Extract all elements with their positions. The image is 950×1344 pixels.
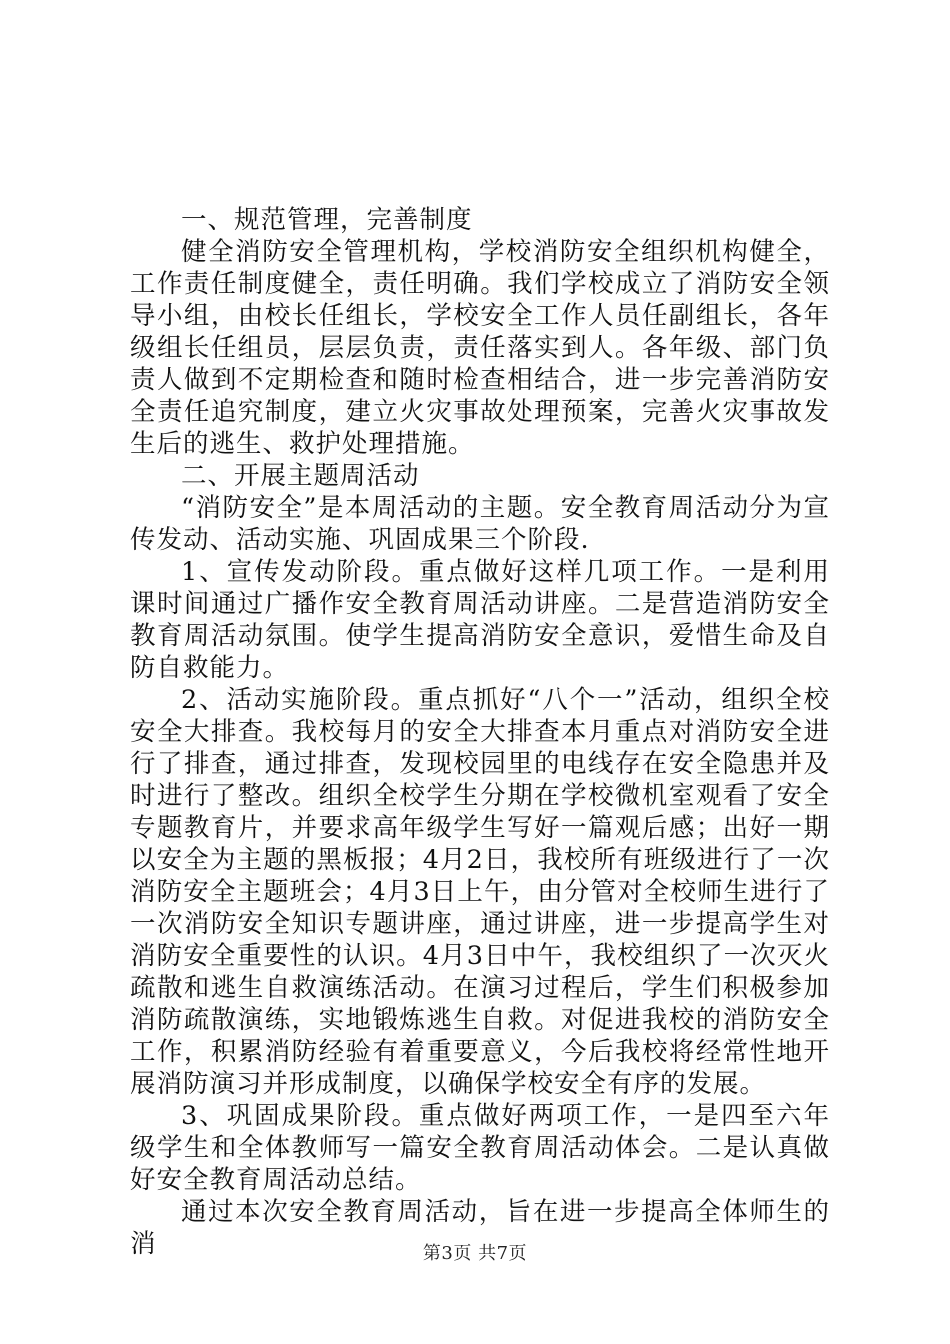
paragraph-3: 1、宣传发动阶段。重点做好这样几项工作。一是利用课时间通过广播作安全教育周活动讲座。二是营造消防安全教育周活动氛围。使学生提高消防安全意识，爱惜生命及自防自救能力。	[130, 557, 830, 683]
document-body	[130, 204, 830, 1260]
paragraph-4: 2、活动实施阶段。重点抓好“八个一”活动，组织全校安全大排查。我校每月的安全大排查本月重点对消防安全进行了排查，通过排查，发现校园里的电线存在安全隐患并及时进行了整改。组织全校学生分期在学校微机室观看了安全专题教育片，并要求高年级学生写好一篇观后感；出好一期以安全为主题的黑板报；4月2日，我校所有班级进行了一次消防安全主题班会；4月3日上午，由分管对全校师生进行了一次消防安全知识专题讲座，通过讲座，进一步提高学生对消防安全重要性的认识。4月3日中午，我校组织了一次灭火疏散和逃生自救演练活动。在演习过程后，学生们积极参加消防疏散演练，实地锻炼逃生自救。对促进我校的消防安全工作，积累消防经验有着重要意义，今后我校将经常性地开展消防演习并形成制度，以确保学校安全有序的发展。	[130, 685, 830, 1099]
paragraph-6: 通过本次安全教育周活动，旨在进一步提高全体师生的消	[130, 1197, 830, 1259]
paragraph-2: “消防安全”是本周活动的主题。安全教育周活动分为宣传发动、活动实施、巩固成果三个阶段.	[130, 493, 830, 555]
page-number-footer: 第3页 共7页	[422, 1243, 528, 1264]
section-heading-2: 二、开展主题周活动	[181, 461, 420, 491]
paragraph-5: 3、巩固成果阶段。重点做好两项工作，一是四至六年级学生和全体教师写一篇安全教育周活动体会。二是认真做好安全教育周活动总结。	[130, 1101, 830, 1195]
paragraph-1: 健全消防安全管理机构，学校消防安全组织机构健全，工作责任制度健全，责任明确。我们学校成立了消防安全领导小组，由校长任组长，学校安全工作人员任副组长，各年级组长任组员，层层负责，责任落实到人。各年级、部门负责人做到不定期检查和随时检查相结合，进一步完善消防安全责任追究制度，建立火灾事故处理预案，完善火灾事故发生后的逃生、救护处理措施。	[130, 237, 830, 459]
section-heading-1: 一、规范管理，完善制度	[181, 205, 473, 235]
